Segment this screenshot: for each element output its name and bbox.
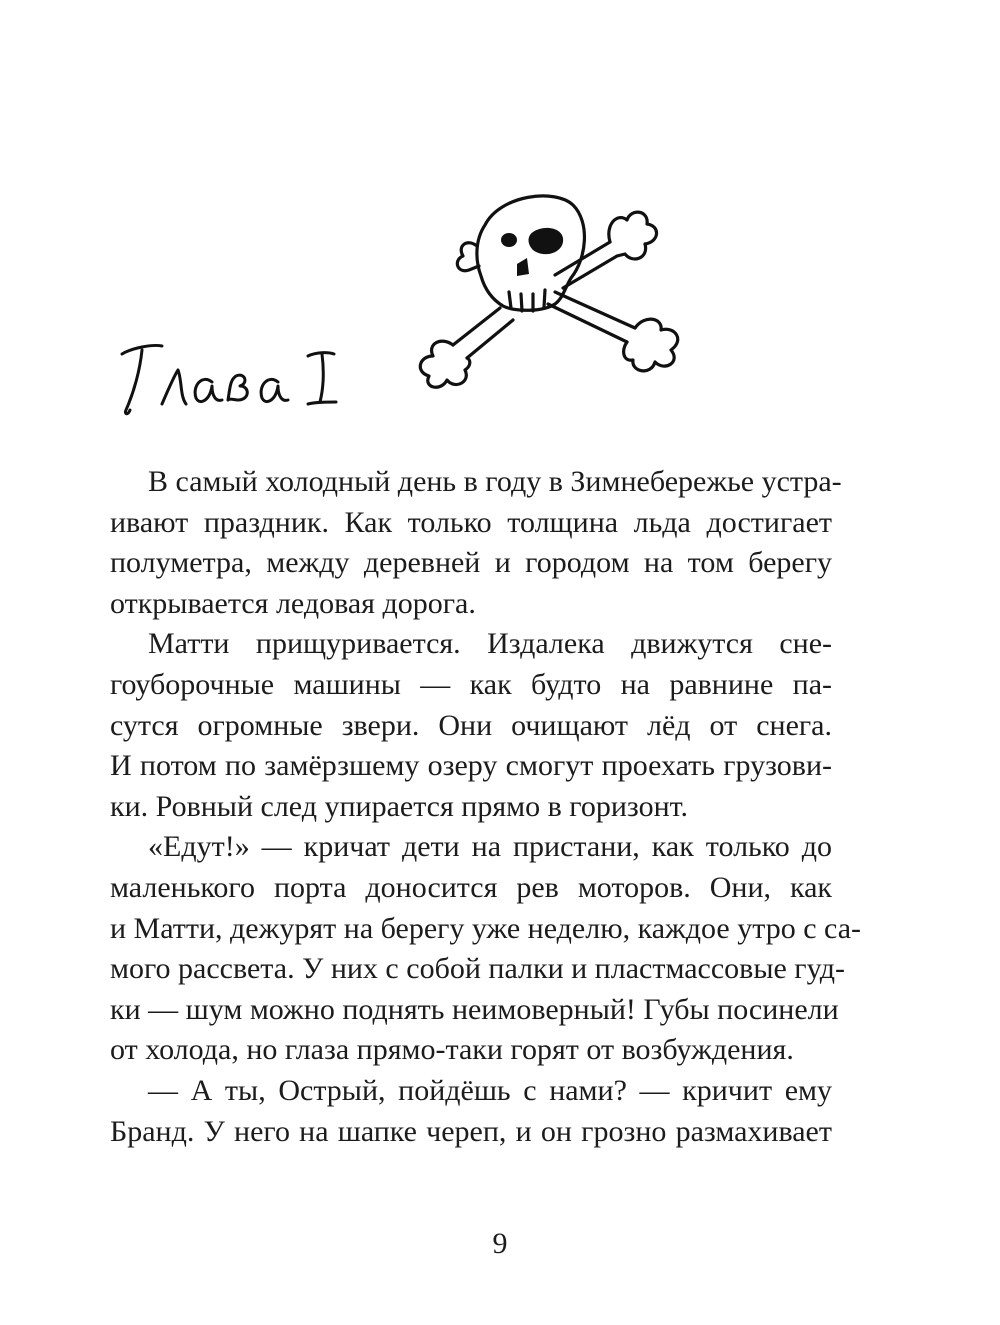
paragraph-4 [110,1071,832,1152]
text-line: полуметра, между деревней и городом на том берегу [110,546,832,580]
text-line: и Матти, дежурят на берегу уже неделю, каждое утро с са- [110,911,862,945]
paragraph-1 [110,462,842,624]
text-line: открывается ледовая дорога. [110,586,476,620]
text-line: мого рассвета. У них с собой палки и пластмассовые гуд- [110,952,845,986]
text-line: Бранд. У него на шапке череп, и он грозно размахивает [110,1114,832,1148]
skull-and-crossbones-icon [405,180,705,390]
text-line: Матти прищуривается. Издалека движутся сне- [148,627,832,661]
text-line: «Едут!» — кричат дети на пристани, как только до [148,830,832,864]
text-line: — А ты, Острый, пойдёшь с нами? — кричит ему [148,1073,832,1107]
text-line: от холода, но глаза прямо-таки горят от возбуждения. [110,1033,794,1067]
chapter-heading [112,330,372,430]
text-line: И потом по замёрзшему озеру смогут проехать грузови- [110,749,832,783]
text-line: маленького порта доносится рев моторов. Они, как [110,870,832,904]
text-line: ки — шум можно поднять неимоверный! Губы посинели [110,992,839,1026]
text-line: гоуборочные машины — как будто на равнине па- [110,667,832,701]
text-line: сутся огромные звери. Они очищают лёд от снега. [110,708,832,742]
page-number: 9 [492,1227,508,1260]
body-text [110,462,862,1152]
text-line: В самый холодный день в году в Зимнебережье устра- [148,465,842,498]
text-line: ки. Ровный след упирается прямо в горизонт. [110,789,688,823]
text-line: ивают праздник. Как только толщина льда достигает [110,505,832,539]
paragraph-3 [110,827,862,1071]
paragraph-2 [110,624,832,827]
chapter-heading-handwriting [112,330,372,430]
